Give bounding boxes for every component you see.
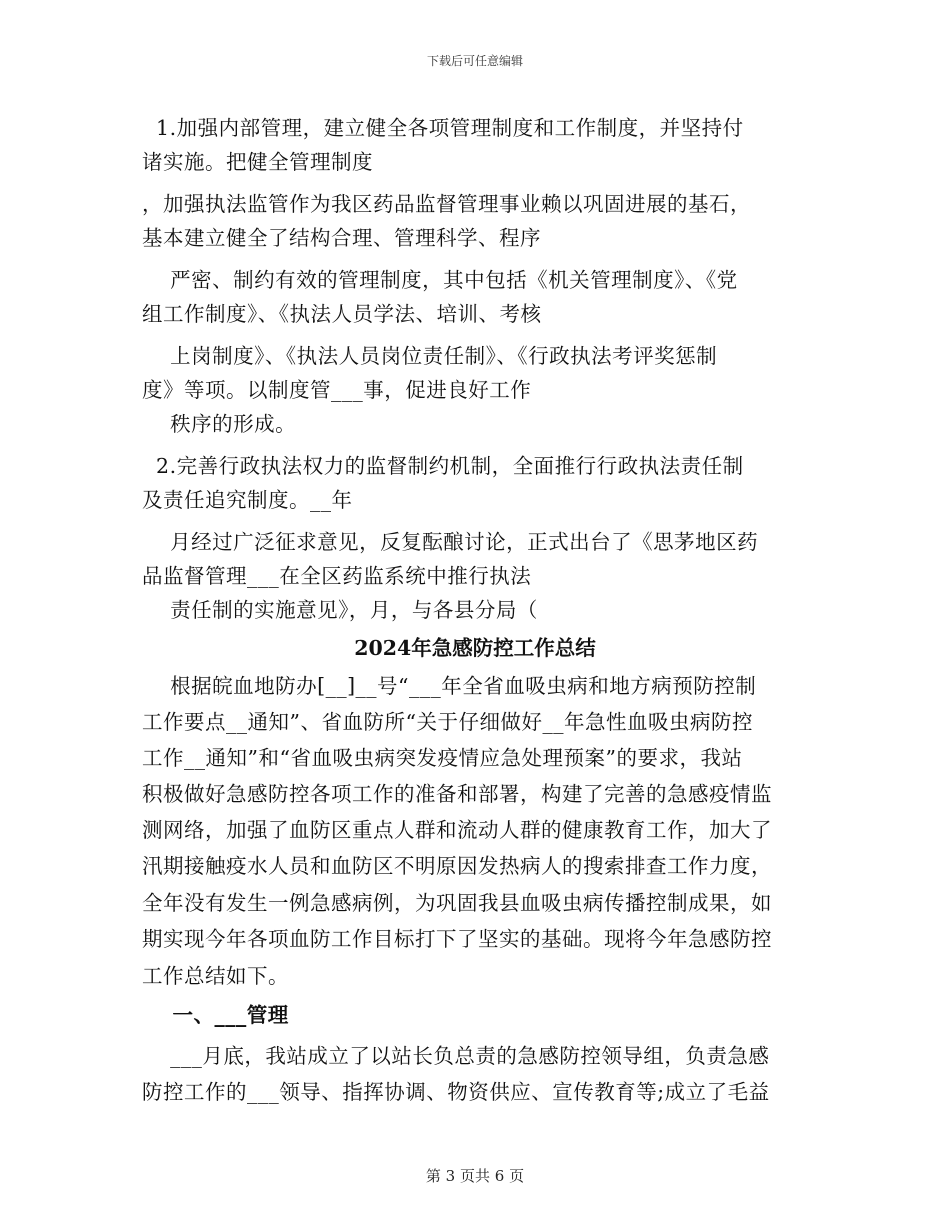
page-header-note: 下载后可任意编辑: [426, 54, 523, 68]
text-line: 组工作制度》、《执法人员学法、培训、考核: [142, 302, 542, 326]
body-line: 测网络，加强了血防区重点人群和流动人群的健康教育工作，加大了: [142, 818, 772, 842]
text-line: 2.完善行政执法权力的监督制约机制，全面推行行政执法责任制: [142, 454, 744, 478]
body-line: 防控工作的___领导、指挥协调、物资供应、宣传教育等;成立了毛益: [142, 1080, 770, 1104]
body-line: 根据皖血地防办[__]__号“___年全省血吸虫病和地方病预防控制: [142, 674, 757, 698]
page-number-footer: 第 3 页共 6 页: [425, 1167, 525, 1185]
text-line: 及责任追究制度。__年: [142, 488, 353, 512]
text-line: 严密、制约有效的管理制度，其中包括《机关管理制度》、《党: [142, 268, 738, 292]
body-line: 全年没有发生一例急感病例，为巩固我县血吸虫病传播控制成果，如: [142, 891, 772, 915]
body-line: 汛期接触疫水人员和血防区不明原因发热病人的搜索排查工作力度，: [142, 854, 772, 878]
text-line: 诸实施。把健全管理制度: [142, 150, 373, 174]
document-title: 2024年急感防控工作总结: [354, 636, 596, 660]
text-line: 责任制的实施意见》，月，与各县分局（: [142, 598, 538, 622]
text-line: 品监督管理___在全区药监系统中推行执法: [142, 564, 532, 588]
body-line: ___月底，我站成立了以站长负总责的急感防控领导组，负责急感: [142, 1044, 770, 1068]
text-line: 月经过广泛征求意见，反复酝酿讨论，正式出台了《思茅地区药: [142, 530, 759, 554]
body-line: 期实现今年各项血防工作目标打下了坚实的基础。现将今年急感防控: [142, 927, 772, 951]
text-line: ，加强执法监管作为我区药品监督管理事业赖以巩固进展的基石，: [142, 192, 751, 216]
body-line: 工作要点__通知”、省血防所“关于仔细做好__年急性血吸虫病防控: [142, 710, 753, 734]
text-line: 基本建立健全了结构合理、管理科学、程序: [142, 226, 541, 250]
text-line: 秩序的形成。: [142, 412, 297, 436]
text-line: 1.加强内部管理，建立健全各项管理制度和工作制度，并坚持付: [142, 116, 744, 140]
text-line: 上岗制度》、《执法人员岗位责任制》、《行政执法考评奖惩制: [142, 344, 718, 368]
text-line: 度》等项。以制度管___事，促进良好工作: [142, 378, 532, 402]
body-line: 工作总结如下。: [142, 964, 289, 988]
body-line: 积极做好急感防控各项工作的准备和部署，构建了完善的急感疫情监: [142, 782, 772, 806]
body-line: 工作__通知”和“省血吸虫病突发疫情应急处理预案”的要求，我站: [142, 746, 743, 770]
section-heading: 一、___管理: [142, 1003, 289, 1027]
